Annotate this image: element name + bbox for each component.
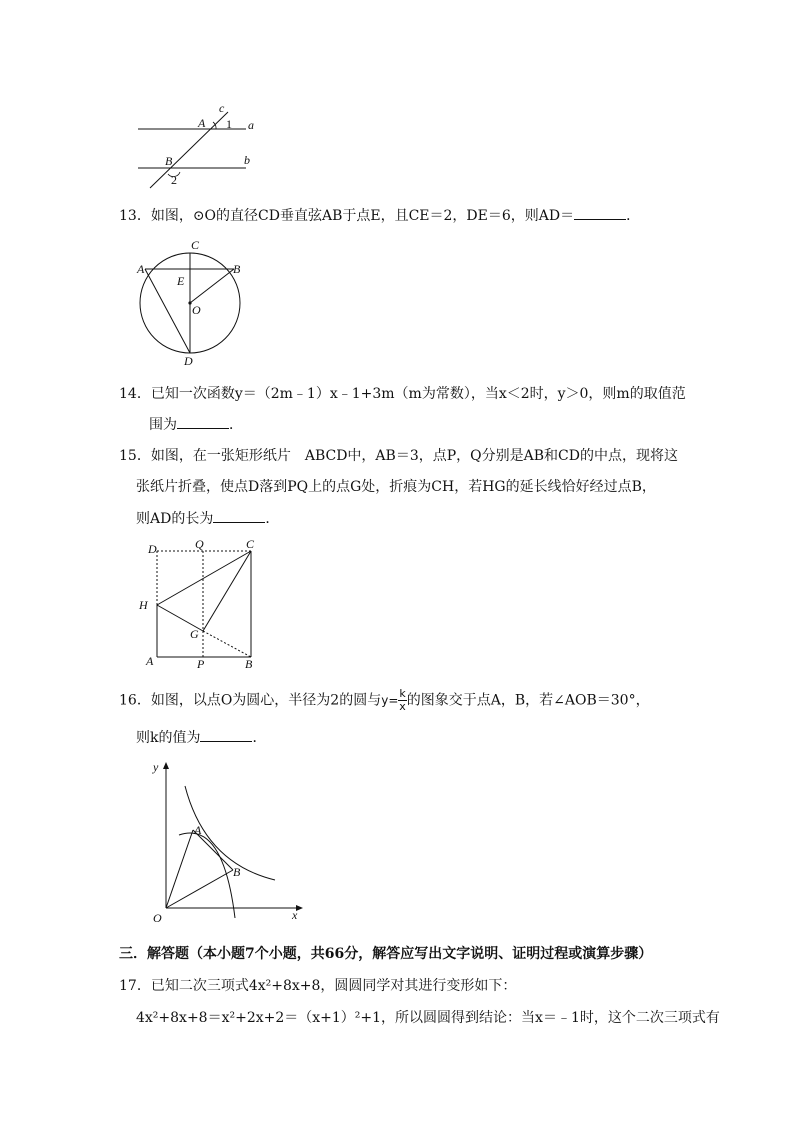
question-16-end: ． xyxy=(252,730,267,746)
question-13-number: 13． xyxy=(119,208,151,224)
label-a: a xyxy=(248,118,254,132)
question-17-line-2 xyxy=(136,1008,720,1028)
question-16-text-2: 则k的值为 xyxy=(136,730,201,746)
label-2: 2 xyxy=(171,173,177,187)
section-3-heading xyxy=(119,944,652,964)
question-14-line-2 xyxy=(149,414,243,435)
question-16-line-2 xyxy=(136,727,266,748)
question-17-number: 17． xyxy=(119,978,151,994)
label-E: E xyxy=(177,274,185,288)
fraction-k-over-x xyxy=(398,688,406,713)
question-16-text-a: 如图，以点O为圆心，半径为2的圆与 xyxy=(150,692,382,709)
question-16-number: 16． xyxy=(119,692,151,709)
question-15-text-1: 如图，在一张矩形纸片 ABCD中，AB＝3，点P，Q分别是AB和CD的中点，现将这 xyxy=(150,448,678,464)
question-14-end: ． xyxy=(229,417,243,433)
question-16-line-1 xyxy=(119,688,650,713)
answer-blank-16[interactable] xyxy=(200,727,252,742)
label-C: C xyxy=(246,537,255,551)
label-C: C xyxy=(191,238,200,252)
answer-blank-15[interactable] xyxy=(213,508,265,523)
label-D: D xyxy=(148,542,157,556)
question-15-text-3: 则AD的长为 xyxy=(136,511,214,527)
label-O: O xyxy=(153,911,162,925)
question-13-end: ． xyxy=(626,208,641,224)
segment-OA xyxy=(166,830,193,908)
rectangle-fold-figure xyxy=(135,535,265,675)
label-B: B xyxy=(233,262,241,276)
question-15-line-3 xyxy=(136,508,279,529)
fraction-lhs: y= xyxy=(381,693,399,708)
question-15-end: ． xyxy=(265,511,280,527)
question-15-number: 15． xyxy=(119,448,151,464)
label-A: A xyxy=(146,654,154,668)
question-14-number: 14． xyxy=(119,386,151,402)
label-B: B xyxy=(245,657,253,671)
question-13 xyxy=(119,205,640,226)
answer-blank-13[interactable] xyxy=(574,205,626,220)
question-14-text-2: 围为 xyxy=(149,417,177,433)
circle-figure xyxy=(130,235,250,370)
label-A: A xyxy=(137,262,145,276)
crease-CH xyxy=(157,551,251,605)
question-14-line-1 xyxy=(119,384,686,404)
segment-CG xyxy=(203,551,251,631)
segment-GB-dotted xyxy=(203,631,251,657)
label-c: c xyxy=(219,101,225,115)
label-1: 1 xyxy=(226,117,232,131)
label-Q: Q xyxy=(195,537,204,551)
question-17-text-2: 4x²+8x+8＝x²+2x+2＝（x+1）²+1，所以圆圆得到结论：当x＝﹣1时，这个二次三项式有 xyxy=(136,1010,720,1026)
question-14-text-1: 已知一次函数y＝（2m﹣1）x﹣1+3m（m为常数），当x＜2时，y＞0，则m的取值范 xyxy=(150,386,686,402)
label-P: P xyxy=(197,657,205,671)
section-3-heading-text: 三．解答题（本小题7个小题，共66分，解答应写出文字说明、证明过程或演算步骤） xyxy=(119,946,653,962)
label-A: A xyxy=(194,823,202,837)
question-15-line-1 xyxy=(119,446,678,466)
segment-OB xyxy=(166,870,233,908)
label-O: O xyxy=(192,303,201,317)
question-15-text-2: 张纸片折叠，使点D落到PQ上的点G处，折痕为CH，若HG的延长线恰好经过点B， xyxy=(136,479,656,495)
label-x: x xyxy=(292,908,298,922)
label-G: G xyxy=(190,627,199,641)
segment-OB xyxy=(190,269,234,303)
y-axis-arrow xyxy=(163,762,169,769)
fraction-denominator: x xyxy=(399,700,406,713)
fraction-numerator: k xyxy=(399,687,406,700)
label-y: y xyxy=(153,760,159,774)
question-13-text: 如图，⊙O的直径CD垂直弦AB于点E，且CE＝2，DE＝6，则AD＝ xyxy=(150,208,575,224)
label-b: b xyxy=(244,153,250,167)
question-16-text-b: 的图象交于点A，B，若∠AOB＝30°， xyxy=(406,692,650,709)
question-15-line-2 xyxy=(136,477,656,497)
label-B: B xyxy=(233,865,241,879)
question-17-text-1: 已知二次三项式4x²+8x+8，圆圆同学对其进行变形如下： xyxy=(150,978,517,994)
label-B: B xyxy=(165,154,173,168)
coordinate-figure xyxy=(145,758,315,928)
answer-blank-14[interactable] xyxy=(177,414,229,429)
parallel-lines-figure xyxy=(130,100,270,195)
line-c xyxy=(150,112,228,188)
label-A: A xyxy=(198,116,206,130)
label-H: H xyxy=(139,598,148,612)
question-17-line-1 xyxy=(119,976,516,996)
label-D: D xyxy=(184,354,193,368)
